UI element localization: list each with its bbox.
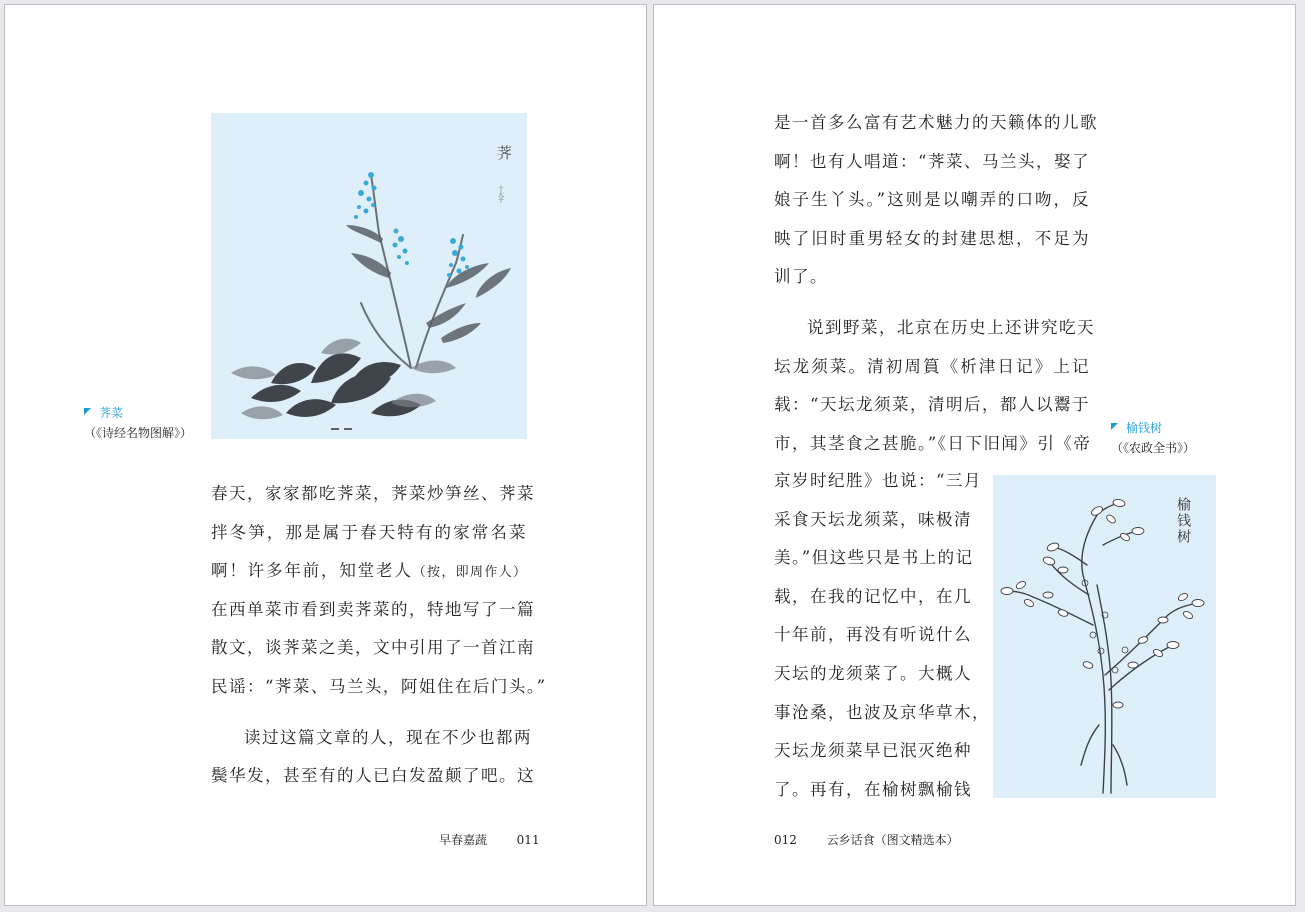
right-body-text-upper [774, 104, 1098, 463]
text-line: 十年前，再没有听说什么 [774, 625, 972, 645]
left-page [4, 4, 647, 906]
caption-source: （《农政全书》） [1111, 441, 1196, 455]
text-line [211, 552, 527, 591]
text-line: 载：“天坛龙须菜，清明后，都人以鬻于 [774, 395, 1090, 415]
shepherds-purse-drawing [211, 113, 527, 439]
text-line-main: 啊！许多年前，知堂老人 [211, 561, 413, 581]
text-line: 拌冬笋，那是属于春天特有的家常名菜 [211, 522, 527, 542]
text-line: 市，其茎食之甚脆。”《日下旧闻》引《帝 [774, 433, 1092, 453]
text-line: 民谣：“荠菜、马兰头，阿姐住在后门头。” [211, 676, 547, 696]
text-line: 京岁时纪胜》也说：“三月 [774, 471, 982, 490]
illustration-title: 榆钱树 [1175, 497, 1191, 545]
text-line: 坛龙须菜。清初周篔《析津日记》上记 [774, 356, 1090, 376]
text-line: 训了。 [774, 267, 828, 287]
illustration-seal: 十大千 [496, 185, 504, 203]
text-line: 读过这篇文章的人，现在不少也都两 [244, 727, 532, 747]
illustration-title: 荠 [497, 144, 513, 162]
shepherds-purse-caption [84, 403, 192, 443]
text-line: 散文，谈荠菜之美，文中引用了一首江南 [211, 638, 535, 658]
text-line: 载，在我的记忆中，在几 [774, 586, 972, 606]
text-line: 了。再有，在榆树飘榆钱 [774, 779, 972, 799]
caption-title [1111, 418, 1195, 438]
text-line: 说到野菜，北京在历史上还讲究吃天 [807, 317, 1095, 337]
caption-title [84, 403, 192, 423]
text-line: 鬓华发，甚至有的人已白发盈颠了吧。这 [211, 766, 535, 786]
left-body-text [211, 475, 547, 796]
text-line: 事沧桑，也波及京华草木， [774, 702, 990, 722]
text-line: 啊！也有人唱道：“荠菜、马兰头，娶了 [774, 151, 1090, 171]
text-line-note: （按，即周作人） [412, 565, 527, 581]
caption-source: （《诗经名物图解》） [84, 426, 193, 440]
triangle-marker-icon [1111, 423, 1118, 430]
text-line: 美。”但这些只是书上的记 [774, 548, 974, 568]
text-line: 娘子生丫头。”这则是以嘲弄的口吻，反 [774, 190, 1090, 210]
text-line: 春天，家家都吃荠菜，荠菜炒笋丝、荠菜 [211, 484, 535, 503]
folio-title: 早春嘉蔬 [439, 833, 488, 847]
elm-tree-caption [1111, 418, 1195, 458]
text-line: 天坛的龙须菜了。大概人 [774, 663, 972, 683]
folio-number: 011 [516, 833, 540, 847]
right-body-text-narrow [774, 462, 990, 809]
elm-tree-illustration [993, 475, 1216, 798]
text-line: 是一首多么富有艺术魅力的天籁体的儿歌 [774, 113, 1098, 132]
right-page [653, 4, 1296, 906]
shepherds-purse-illustration [211, 113, 527, 439]
text-line: 采食天坛龙须菜，味极清 [774, 509, 972, 529]
right-folio [774, 831, 959, 848]
caption-title-text: 榆钱树 [1126, 421, 1163, 435]
folio-title: 云乡话食（图文精选本） [826, 833, 959, 847]
caption-title-text: 荠菜 [99, 406, 124, 420]
triangle-marker-icon [84, 408, 91, 415]
folio-number: 012 [774, 833, 797, 847]
text-line: 映了旧时重男轻女的封建思想，不足为 [774, 228, 1090, 248]
text-line: 在西单菜市看到卖荠菜的，特地写了一篇 [211, 599, 535, 619]
elm-tree-drawing [993, 475, 1216, 798]
text-line: 天坛龙须菜早已泯灭绝种 [774, 741, 972, 761]
left-folio [439, 831, 540, 848]
